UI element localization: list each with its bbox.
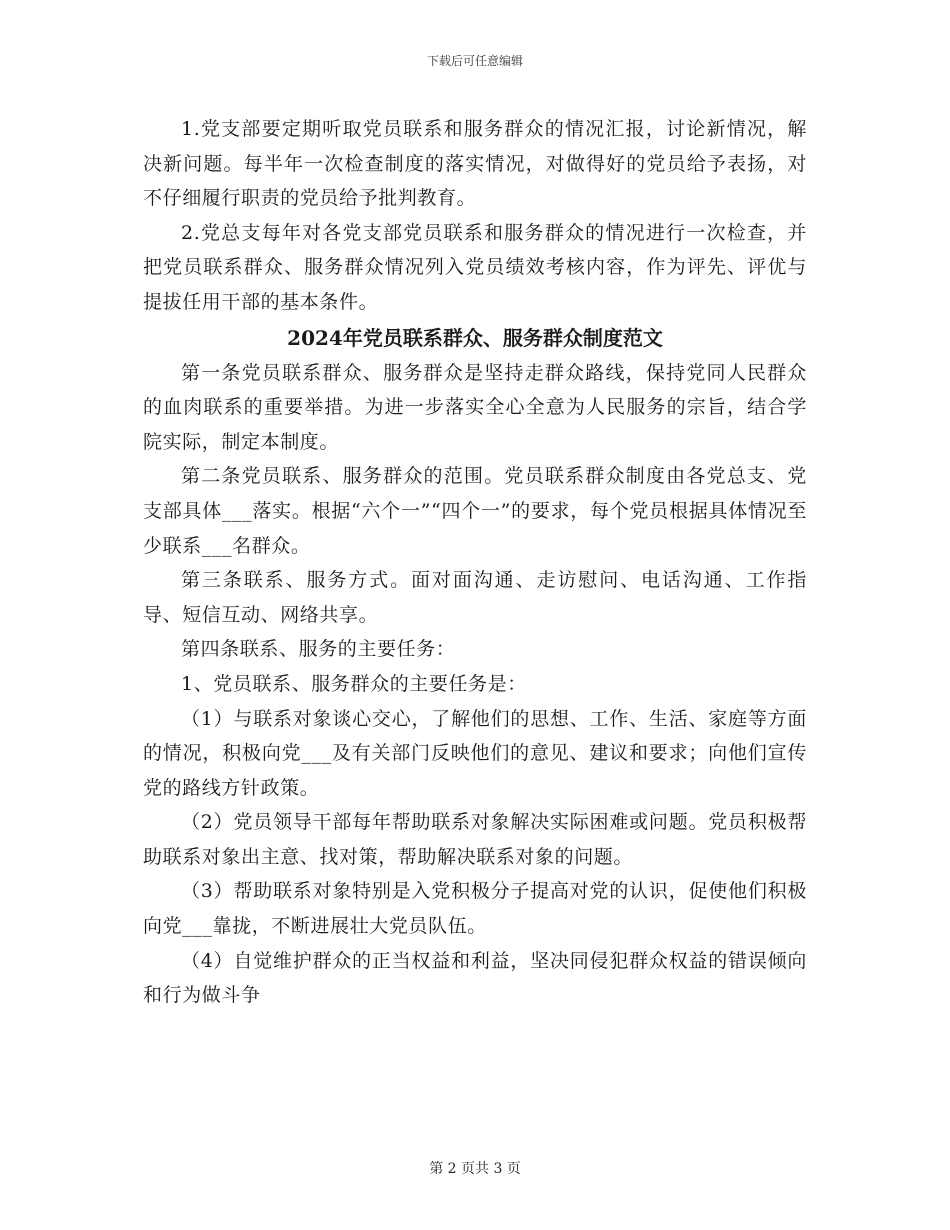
paragraph-task-1: （1）与联系对象谈心交心，了解他们的思想、工作、生活、家庭等方面的情况，积极向党___及有关部门反映他们的意见、建议和要求；向他们宣传党的路线方针政策。	[143, 707, 807, 799]
paragraph-intro-1: 1.党支部要定期听取党员联系和服务群众的情况汇报，讨论新情况，解决新问题。每半年一次检查制度的落实情况，对做得好的党员给予表扬，对不仔细履行职责的党员给予批判教育。	[143, 118, 807, 210]
page-footer: 第 2 页共 3 页	[429, 1161, 521, 1177]
document-title: 2024年党员联系群众、服务群众制度范文	[287, 325, 663, 350]
paragraph-article-3: 第三条联系、服务方式。面对面沟通、走访慰问、电话沟通、工作指导、短信互动、网络共享。	[143, 569, 807, 626]
paragraph-article-4: 第四条联系、服务的主要任务：	[181, 638, 456, 661]
paragraph-intro-2: 2.党总支每年对各党支部党员联系和服务群众的情况进行一次检查，并把党员联系群众、服务群众情况列入党员绩效考核内容，作为评先、评优与提拔任用干部的基本条件。	[143, 221, 807, 313]
paragraph-article-1: 第一条党员联系群众、服务群众是坚持走群众路线，保持党同人民群众的血肉联系的重要举措。为进一步落实全心全意为人民服务的宗旨，结合学院实际，制定本制度。	[143, 361, 807, 453]
paragraph-task-heading: 1、党员联系、服务群众的主要任务是：	[181, 672, 527, 695]
document-body	[143, 112, 807, 1013]
paragraph-article-2: 第二条党员联系、服务群众的范围。党员联系群众制度由各党总支、党支部具体___落实。根据“六个一”“四个一”的要求，每个党员根据具体情况至少联系___名群众。	[143, 465, 807, 557]
paragraph-task-3: （3）帮助联系对象特别是入党积极分子提高对党的认识，促使他们积极向党___靠拢，不断进展壮大党员队伍。	[143, 880, 807, 938]
paragraph-task-2: （2）党员领导干部每年帮助联系对象解决实际困难或问题。党员积极帮助联系对象出主意、找对策，帮助解决联系对象的问题。	[143, 811, 807, 868]
page-header: 下载后可任意编辑	[426, 54, 523, 68]
paragraph-task-4: （4）自觉维护群众的正当权益和利益，坚决同侵犯群众权益的错误倾向和行为做斗争	[143, 949, 807, 1007]
